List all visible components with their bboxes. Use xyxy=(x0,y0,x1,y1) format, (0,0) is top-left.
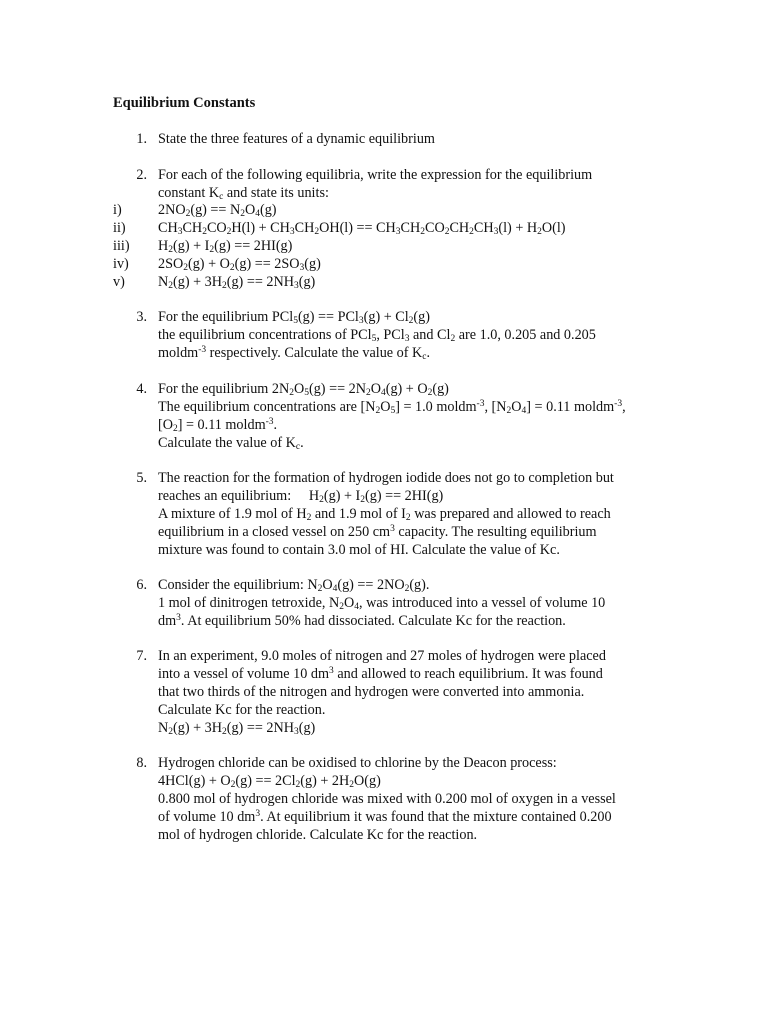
text-line: into a vessel of volume 10 $dm^3$ and allowed to reach equilibrium. It was found xyxy=(158,666,603,682)
text-line: 0.800 mol of hydrogen chloride was mixed with 0.200 mol of oxygen in a vessel xyxy=(158,791,616,807)
roman-numeral: v) xyxy=(113,274,125,290)
text-line: Calculate the value of $K_c$. xyxy=(158,435,304,452)
question-number: 1. xyxy=(136,131,147,147)
equation: $CH_3CH_2CO_2H(l) + CH_3CH_2OH(l) == CH_3CH_2CO_2CH_2CH_3(l) + H_2O(l)$ xyxy=(158,220,566,237)
text-line: A mixture of 1.9 mol of $H_2$ and 1.9 mol of $I_2$ was prepared and allowed to reach xyxy=(158,506,611,523)
roman-numeral: i) xyxy=(113,202,122,218)
question-number: 7. xyxy=(136,648,147,664)
question-text xyxy=(158,647,658,737)
question-number: 8. xyxy=(136,755,147,771)
equation: $2SO_2(g) + O_2(g) == 2SO_3(g)$ xyxy=(158,256,321,273)
text-line: The equilibrium concentrations are $[N_2O_5] = 1.0$ moldm$^{-3}$, $[N_2O_4] = 0.11$ moldm$^{-3}$, xyxy=(158,399,626,416)
question-text xyxy=(158,308,658,362)
question-number: 4. xyxy=(136,381,147,397)
text-line: mixture was found to contain 3.0 mol of HI. Calculate the value of Kc. xyxy=(158,542,560,558)
question-number: 3. xyxy=(136,309,147,325)
equation: $H_2(g) + I_2(g) == 2HI(g)$ xyxy=(158,238,293,255)
text-line: In an experiment, 9.0 moles of nitrogen and 27 moles of hydrogen were placed xyxy=(158,648,606,664)
text-line: mol of hydrogen chloride. Calculate Kc for the reaction. xyxy=(158,827,478,843)
text-line: constant $K_c$ and state its units: xyxy=(158,185,329,202)
equation: $2NO_2(g) == N_2O_4(g)$ xyxy=(158,202,277,219)
question-text xyxy=(158,130,658,148)
text-line: $4HCl(g) + O_2(g) == 2Cl_2(g) + 2H_2O(g)$ xyxy=(158,773,381,790)
question-number: 2. xyxy=(136,167,147,183)
text-line: equilibrium in a closed vessel on 250 $cm^3$ capacity. The resulting equilibrium xyxy=(158,524,597,540)
text-line: For each of the following equilibria, write the expression for the equilibrium xyxy=(158,167,593,183)
text-line: reaches an equilibrium: $H_2(g) + I_2(g) == 2HI(g)$ xyxy=(158,488,444,505)
text-line: Calculate Kc for the reaction. xyxy=(158,702,326,718)
text-line: moldm$^{-3}$ respectively. Calculate the value of $K_c$. xyxy=(158,345,431,362)
question-text xyxy=(158,469,658,559)
equation: $N_2(g) + 3H_2(g) == 2NH_3(g)$ xyxy=(158,274,316,291)
question-number: 5. xyxy=(136,470,147,486)
text-line: For the equilibrium $PCl_5(g) == PCl_3(g) + Cl_2(g)$ xyxy=(158,309,430,326)
text-line: $dm^3$. At equilibrium 50% had dissociated. Calculate Kc for the reaction. xyxy=(158,613,566,629)
text-line: For the equilibrium $2N_2O_5(g) == 2N_2O_4(g) + O_2(g)$ xyxy=(158,381,449,398)
roman-numeral: iii) xyxy=(113,238,130,254)
roman-numeral: iv) xyxy=(113,256,129,272)
question-text xyxy=(158,754,658,844)
roman-numeral: ii) xyxy=(113,220,126,236)
question-text xyxy=(158,576,658,630)
text-line: Consider the equilibrium: $N_2O_4(g) == 2NO_2(g)$. xyxy=(158,577,430,594)
text-line: 1 mol of dinitrogen tetroxide, $N_2O_4$, was introduced into a vessel of volume 10 xyxy=(158,595,606,612)
text-line: that two thirds of the nitrogen and hydrogen were converted into ammonia. xyxy=(158,684,585,700)
text-line: the equilibrium concentrations of PCl$_5$, PCl$_3$ and $Cl_2$ are 1.0, 0.205 and 0.205 xyxy=(158,327,596,344)
question-number: 6. xyxy=(136,577,147,593)
text-line: $[O_2] = 0.11$ moldm$^{-3}$. xyxy=(158,417,278,434)
text-line: of volume 10 $dm^3$. At equilibrium it was found that the mixture contained 0.200 xyxy=(158,809,612,825)
text-line: The reaction for the formation of hydrogen iodide does not go to completion but xyxy=(158,470,614,486)
text-line: $N_2(g) + 3H_2(g) == 2NH_3(g)$ xyxy=(158,720,316,737)
text-line: Hydrogen chloride can be oxidised to chlorine by the Deacon process: xyxy=(158,755,557,771)
question-text xyxy=(158,166,658,202)
question-text xyxy=(158,380,658,452)
page-title: Equilibrium Constants xyxy=(113,95,256,111)
text-line: State the three features of a dynamic equilibrium xyxy=(158,131,435,147)
